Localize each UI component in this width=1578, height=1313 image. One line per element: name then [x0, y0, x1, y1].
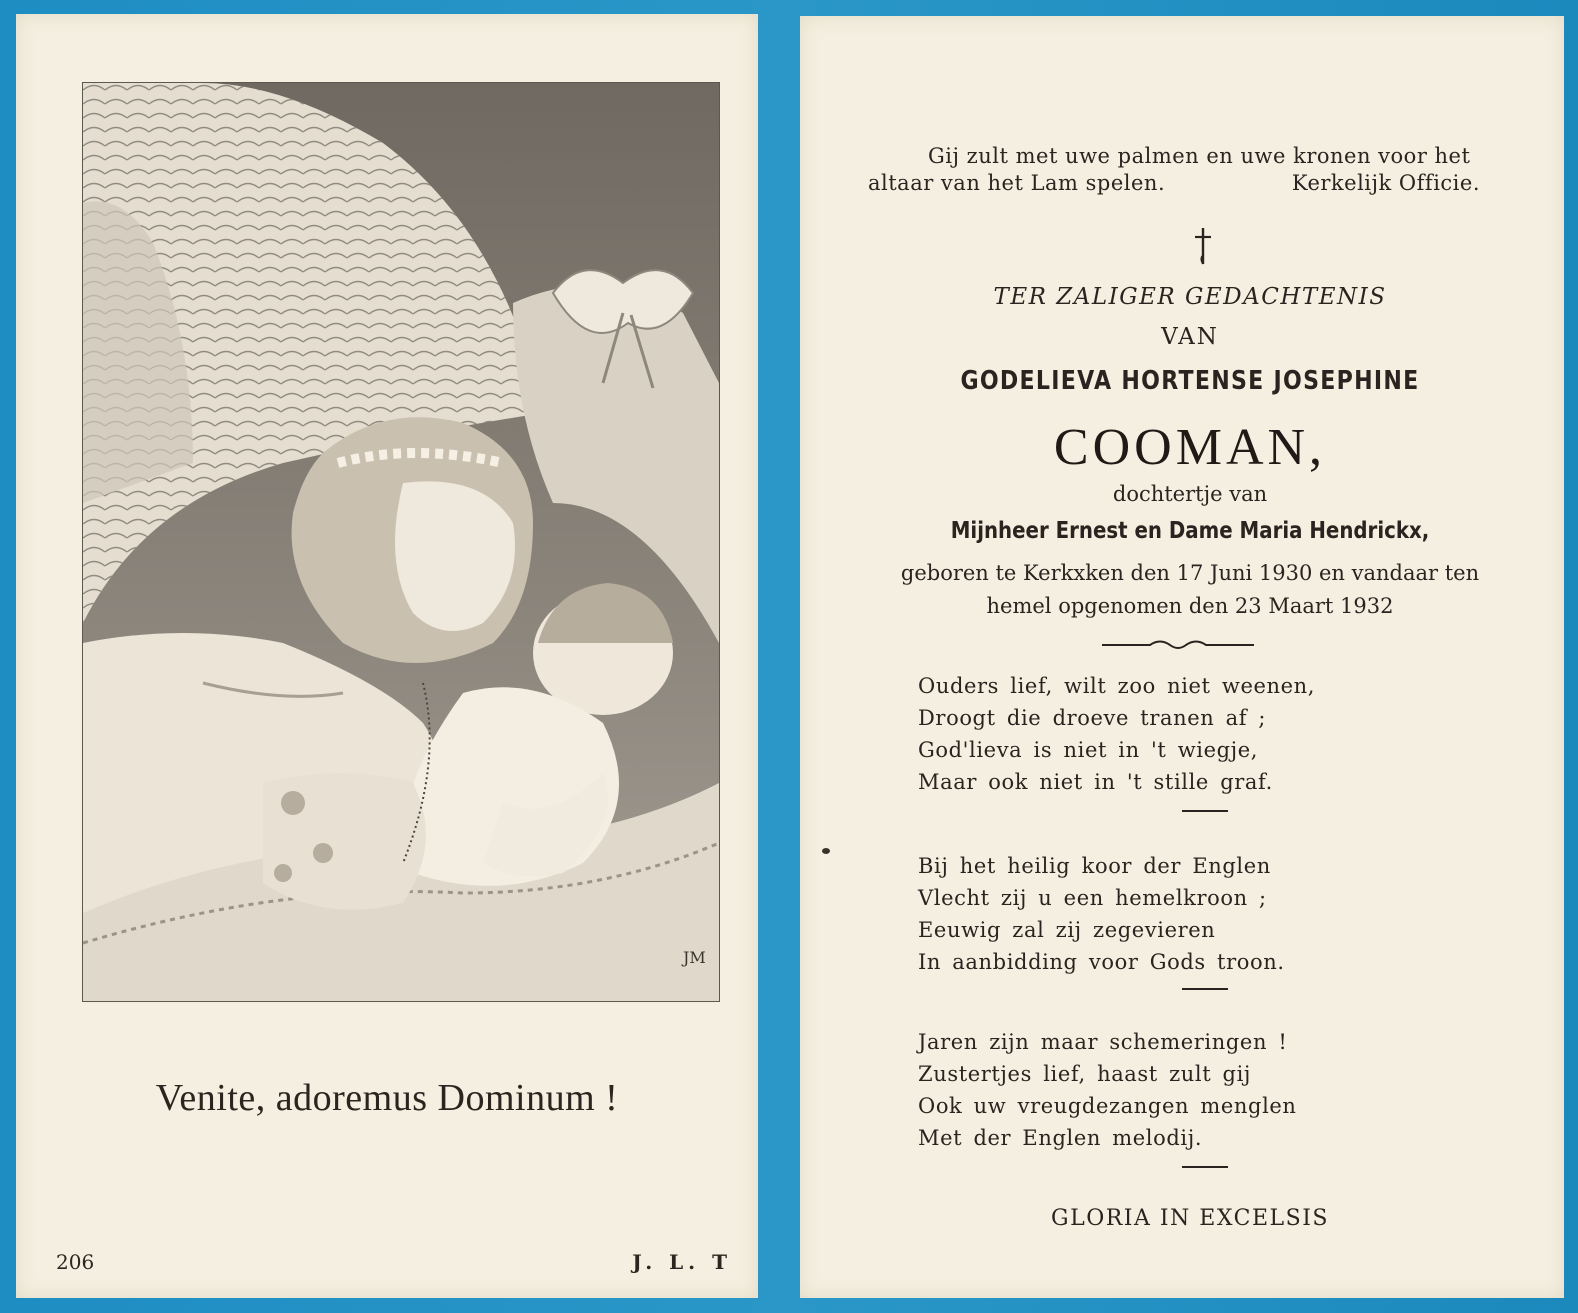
- angel-cradle-illustration: [82, 82, 720, 1002]
- daughter-of-label: dochtertje van: [1112, 482, 1268, 506]
- card-number: 206: [56, 1250, 95, 1274]
- birth-line: geboren te Kerkxken den 17 Juni 1930 en vandaar ten: [900, 561, 1480, 585]
- left-card-front: [16, 14, 758, 1298]
- cross-icon: [1190, 226, 1216, 266]
- poem-stanza-1: [918, 670, 1315, 798]
- poem-line: Vlecht zij u een hemelkroon ;: [918, 886, 1267, 910]
- stanza-divider: [1182, 810, 1228, 812]
- van-label: VAN: [1161, 324, 1219, 350]
- epigraph-source: Kerkelijk Officie.: [1291, 171, 1480, 195]
- poem-line: In aanbidding voor Gods troon.: [918, 950, 1285, 974]
- printer-initials: J. L. T: [632, 1250, 732, 1274]
- poem-stanza-2: [918, 850, 1285, 978]
- epigraph-text: altaar van het Lam spelen.: [868, 171, 1166, 195]
- poem-line: Zustertjes lief, haast zult gij: [918, 1062, 1252, 1086]
- memorial-heading: TER ZALIGER GEDACHTENIS: [993, 284, 1387, 310]
- poem-line: Met der Englen melodij.: [918, 1126, 1203, 1150]
- ink-speck: [822, 848, 830, 854]
- latin-motto: Venite, adoremus Dominum !: [155, 1077, 619, 1119]
- death-line: hemel opgenomen den 23 Maart 1932: [986, 594, 1394, 618]
- poem-line: God'lieva is niet in 't wiegje,: [918, 738, 1259, 762]
- ornamental-divider-icon: [1100, 638, 1256, 652]
- poem-line: Ouders lief, wilt zoo niet weenen,: [918, 674, 1316, 698]
- poem-stanza-3: [918, 1026, 1297, 1154]
- poem-line: Droogt die droeve tranen af ;: [918, 706, 1267, 730]
- poem-line: Jaren zijn maar schemeringen !: [918, 1030, 1288, 1054]
- angel-cradle-illustration-icon: [83, 83, 719, 1001]
- svg-text:JM: JM: [683, 948, 706, 967]
- poem-line: Maar ook niet in 't stille graf.: [918, 770, 1273, 794]
- epigraph-line-1: Gij zult met uwe palmen en uwe kronen voor het: [928, 144, 1471, 168]
- poem-line: Bij het heilig koor der Englen: [918, 854, 1271, 878]
- poem-line: Ook uw vreugdezangen menglen: [918, 1094, 1297, 1118]
- parents-names: Mijnheer Ernest en Dame Maria Hendrickx,: [950, 518, 1430, 544]
- poem-line: Eeuwig zal zij zegevieren: [918, 918, 1216, 942]
- deceased-surname: COOMAN,: [1053, 419, 1327, 476]
- stanza-divider: [1182, 1166, 1228, 1168]
- right-card-back: [800, 16, 1564, 1298]
- closing-doxology: GLORIA IN EXCELSIS: [1051, 1206, 1329, 1231]
- stanza-divider: [1182, 988, 1228, 990]
- deceased-given-names: GODELIEVA HORTENSE JOSEPHINE: [960, 366, 1420, 396]
- epigraph-line-2: [868, 171, 1480, 195]
